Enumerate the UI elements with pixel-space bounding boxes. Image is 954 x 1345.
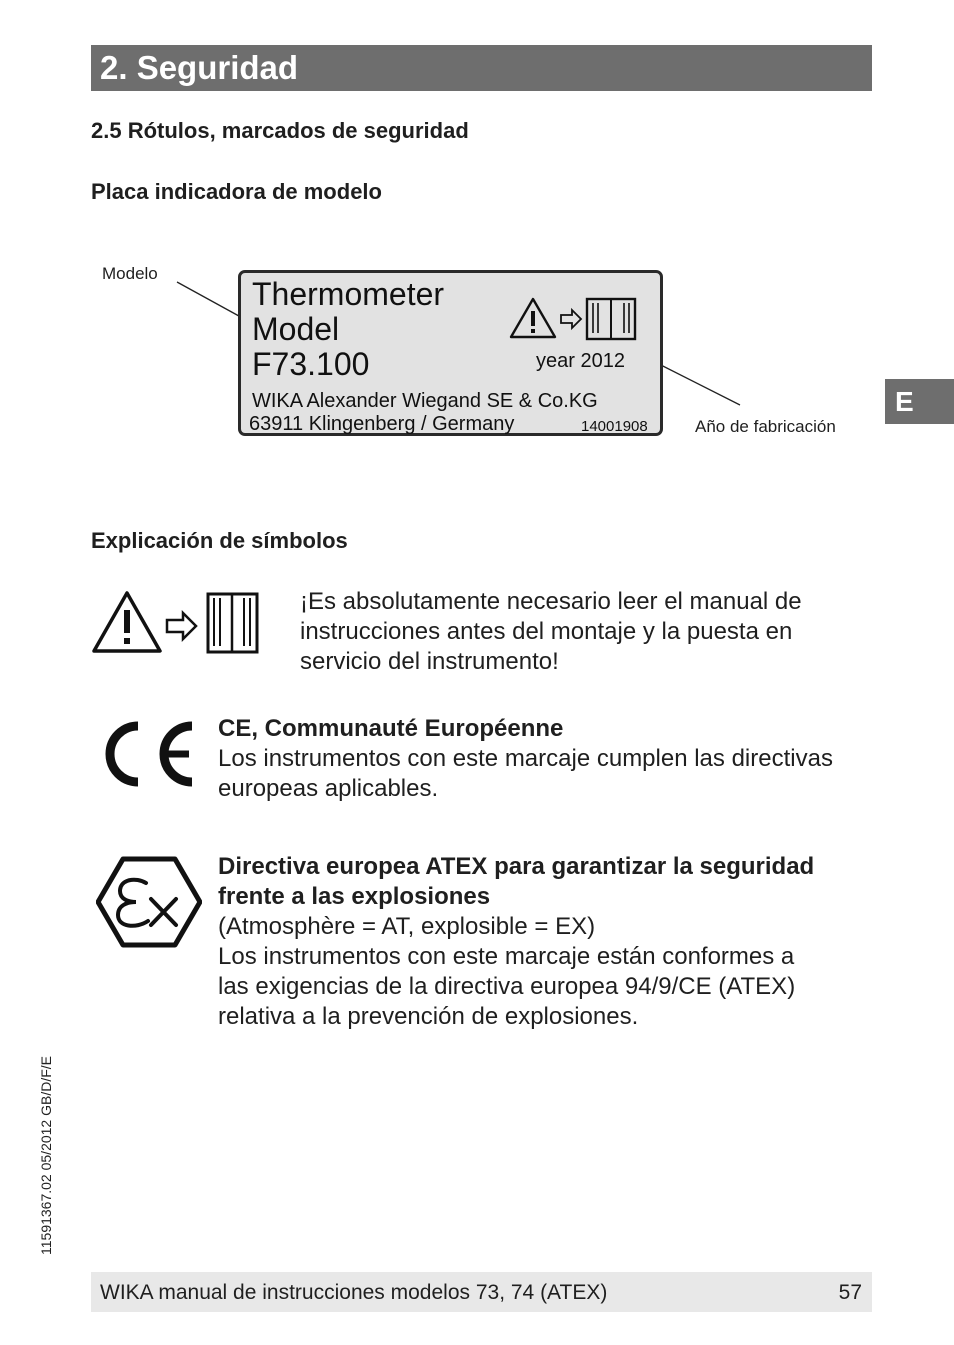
plate-read-manual-icon (509, 295, 639, 343)
language-tab: E (885, 379, 954, 424)
page-footer (91, 1272, 872, 1312)
page-number: 57 (838, 1281, 862, 1304)
text-line: (Atmosphère = AT, explosible = EX) (218, 913, 596, 940)
ce-block (218, 714, 833, 804)
text-line: ¡Es absolutamente necesario leer el manual de (300, 588, 802, 615)
ex-atex-icon (96, 855, 202, 949)
symbols-subheading: Explicación de símbolos (91, 528, 348, 553)
atex-block (218, 852, 814, 1032)
plate-subheading: Placa indicadora de modelo (91, 179, 382, 204)
document-code: 11591367.02 05/2012 GB/D/F/E (38, 1056, 54, 1255)
ce-mark-icon (100, 718, 200, 790)
plate-year: year 2012 (536, 350, 625, 372)
plate-company: WIKA Alexander Wiegand SE & Co.KG (252, 390, 598, 412)
plate-line-2: Model (252, 311, 340, 347)
text-line: servicio del instrumento! (300, 648, 559, 675)
text-line: europeas aplicables. (218, 775, 439, 802)
atex-title-line: frente a las explosiones (218, 883, 491, 910)
callout-model-label: Modelo (102, 264, 158, 283)
footer-text: WIKA manual de instrucciones modelos 73, 74 (ATEX) (100, 1281, 608, 1304)
text-line: las exigencias de la directiva europea 94/9/CE (ATEX) (218, 973, 796, 1000)
plate-line-3: F73.100 (252, 346, 370, 382)
text-line: instrucciones antes del montaje y la puesta en (300, 618, 793, 645)
ce-title: CE, Communauté Européenne (218, 715, 564, 742)
plate-code: 14001908 (581, 418, 648, 435)
plate-line-1: Thermometer (252, 276, 445, 312)
atex-title-line: Directiva europea ATEX para garantizar la seguridad (218, 853, 815, 880)
text-line: Los instrumentos con este marcaje cumplen las directivas (218, 745, 833, 772)
text-line: Los instrumentos con este marcaje están conformes a (218, 943, 795, 970)
callout-year-label: Año de fabricación (695, 417, 836, 436)
manual-warning-text (300, 587, 802, 677)
model-plate (238, 270, 663, 436)
read-manual-icon (91, 588, 261, 656)
section-heading: 2.5 Rótulos, marcados de seguridad (91, 118, 469, 143)
chapter-title: 2. Seguridad (100, 49, 299, 86)
plate-address: 63911 Klingenberg / Germany (249, 413, 515, 435)
text-line: relativa a la prevención de explosiones. (218, 1003, 639, 1030)
